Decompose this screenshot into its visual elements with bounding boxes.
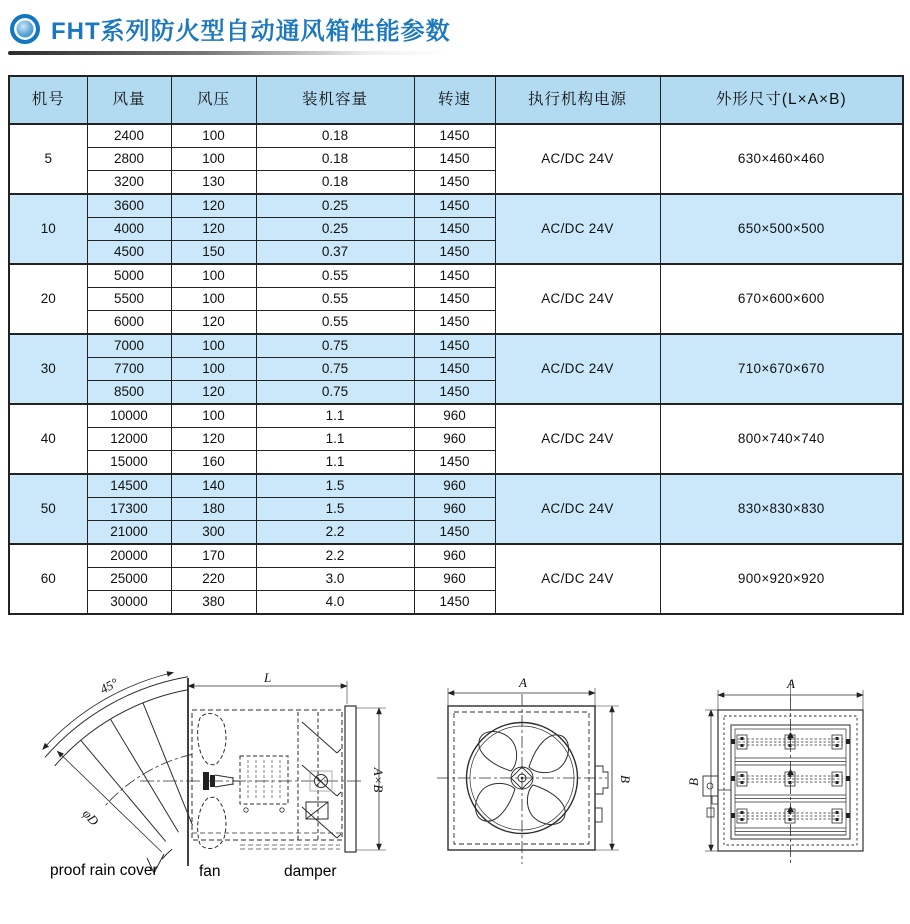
col-header-power: 执行机构电源 — [495, 76, 660, 124]
airflow-cell: 17300 — [87, 498, 171, 521]
table-header — [9, 76, 903, 124]
speed-cell: 1450 — [414, 358, 495, 381]
capacity-cell: 0.75 — [256, 381, 414, 405]
capacity-cell: 0.55 — [256, 264, 414, 288]
capacity-cell: 3.0 — [256, 568, 414, 591]
speed-cell: 1450 — [414, 451, 495, 475]
col-header-dimensions: 外形尺寸(L×A×B) — [660, 76, 903, 124]
airflow-cell: 2800 — [87, 148, 171, 171]
page-title: FHT系列防火型自动通风箱性能参数 — [51, 18, 451, 45]
airflow-cell: 20000 — [87, 544, 171, 568]
caption-fan: fan — [199, 863, 221, 880]
capacity-cell: 1.1 — [256, 451, 414, 475]
airflow-cell: 12000 — [87, 428, 171, 451]
pressure-cell: 100 — [171, 124, 256, 148]
speed-cell: 1450 — [414, 218, 495, 241]
side-view-diagram — [0, 668, 440, 922]
bullseye-icon — [10, 14, 40, 44]
model-no-cell: 60 — [9, 544, 87, 614]
dim-label-B: B — [618, 775, 633, 783]
speed-cell: 1450 — [414, 124, 495, 148]
dim-label-diameter: φD — [79, 805, 103, 829]
model-no-cell: 10 — [9, 194, 87, 264]
airflow-cell: 10000 — [87, 404, 171, 428]
airflow-cell: 7700 — [87, 358, 171, 381]
dimensions-cell: 830×830×830 — [660, 474, 903, 544]
speed-cell: 1450 — [414, 171, 495, 195]
spec-row — [9, 404, 903, 428]
model-no-cell: 30 — [9, 334, 87, 404]
rain-cover-drawing — [43, 673, 193, 874]
power-cell: AC/DC 24V — [495, 194, 660, 264]
speed-cell: 1450 — [414, 148, 495, 171]
capacity-cell: 0.18 — [256, 171, 414, 195]
caption-damper: damper — [284, 863, 337, 880]
speed-cell: 960 — [414, 474, 495, 498]
performance-table — [8, 75, 904, 615]
speed-cell: 960 — [414, 404, 495, 428]
dimensions-cell: 900×920×920 — [660, 544, 903, 614]
dim-label-B: B — [686, 778, 701, 786]
airflow-cell: 25000 — [87, 568, 171, 591]
speed-cell: 960 — [414, 568, 495, 591]
spec-row — [9, 474, 903, 498]
capacity-cell: 0.18 — [256, 148, 414, 171]
power-cell: AC/DC 24V — [495, 264, 660, 334]
airflow-cell: 15000 — [87, 451, 171, 475]
speed-cell: 1450 — [414, 194, 495, 218]
pressure-cell: 380 — [171, 591, 256, 615]
pressure-cell: 130 — [171, 171, 256, 195]
pressure-cell: 100 — [171, 264, 256, 288]
box-outline-drawing — [140, 678, 386, 866]
speed-cell: 960 — [414, 544, 495, 568]
capacity-cell: 0.75 — [256, 358, 414, 381]
model-no-cell: 5 — [9, 124, 87, 194]
capacity-cell: 1.1 — [256, 404, 414, 428]
capacity-cell: 1.5 — [256, 474, 414, 498]
capacity-cell: 1.1 — [256, 428, 414, 451]
pressure-cell: 100 — [171, 404, 256, 428]
dim-label-A: A — [519, 675, 527, 690]
dimensions-cell: 670×600×600 — [660, 264, 903, 334]
power-cell: AC/DC 24V — [495, 544, 660, 614]
section-header — [0, 0, 910, 46]
power-cell: AC/DC 24V — [495, 334, 660, 404]
capacity-cell: 0.37 — [256, 241, 414, 265]
capacity-cell: 0.75 — [256, 334, 414, 358]
dim-label-length: L — [264, 670, 272, 685]
pressure-cell: 100 — [171, 358, 256, 381]
speed-cell: 960 — [414, 498, 495, 521]
damper-actuator — [703, 776, 731, 817]
pressure-cell: 300 — [171, 521, 256, 545]
power-cell: AC/DC 24V — [495, 474, 660, 544]
capacity-cell: 0.55 — [256, 311, 414, 335]
airflow-cell: 2400 — [87, 124, 171, 148]
capacity-cell: 0.55 — [256, 288, 414, 311]
airflow-cell: 4000 — [87, 218, 171, 241]
capacity-cell: 0.25 — [256, 218, 414, 241]
dimensions-cell: 800×740×740 — [660, 404, 903, 474]
pressure-cell: 120 — [171, 218, 256, 241]
dim-label-A: A — [787, 676, 795, 691]
pressure-cell: 120 — [171, 428, 256, 451]
model-no-cell: 40 — [9, 404, 87, 474]
title-divider — [8, 51, 446, 55]
airflow-cell: 30000 — [87, 591, 171, 615]
pressure-cell: 100 — [171, 288, 256, 311]
speed-cell: 1450 — [414, 311, 495, 335]
airflow-cell: 3200 — [87, 171, 171, 195]
pressure-cell: 100 — [171, 148, 256, 171]
pressure-cell: 160 — [171, 451, 256, 475]
speed-cell: 1450 — [414, 264, 495, 288]
power-cell: AC/DC 24V — [495, 404, 660, 474]
pressure-cell: 100 — [171, 334, 256, 358]
pressure-cell: 120 — [171, 311, 256, 335]
airflow-cell: 21000 — [87, 521, 171, 545]
speed-cell: 1450 — [414, 334, 495, 358]
speed-cell: 1450 — [414, 288, 495, 311]
pressure-cell: 170 — [171, 544, 256, 568]
model-no-cell: 50 — [9, 474, 87, 544]
pressure-cell: 140 — [171, 474, 256, 498]
speed-cell: 1450 — [414, 591, 495, 615]
dim-label-angle: 45° — [97, 674, 121, 697]
capacity-cell: 2.2 — [256, 521, 414, 545]
spec-row — [9, 124, 903, 148]
col-header-speed: 转速 — [414, 76, 495, 124]
dim-label-section: A×B — [371, 767, 386, 793]
col-header-model: 机号 — [9, 76, 87, 124]
col-header-capacity: 装机容量 — [256, 76, 414, 124]
airflow-cell: 3600 — [87, 194, 171, 218]
capacity-cell: 1.5 — [256, 498, 414, 521]
airflow-cell: 4500 — [87, 241, 171, 265]
dimensions-cell: 710×670×670 — [660, 334, 903, 404]
technical-drawings — [0, 668, 910, 924]
airflow-cell: 5500 — [87, 288, 171, 311]
speed-cell: 1450 — [414, 241, 495, 265]
spec-table-body — [9, 124, 903, 614]
dimensions-cell: 650×500×500 — [660, 194, 903, 264]
speed-cell: 1450 — [414, 521, 495, 545]
airflow-cell: 8500 — [87, 381, 171, 405]
pressure-cell: 150 — [171, 241, 256, 265]
spec-row — [9, 194, 903, 218]
airflow-cell: 6000 — [87, 311, 171, 335]
pressure-cell: 120 — [171, 194, 256, 218]
capacity-cell: 0.18 — [256, 124, 414, 148]
model-no-cell: 20 — [9, 264, 87, 334]
spec-row — [9, 544, 903, 568]
capacity-cell: 0.25 — [256, 194, 414, 218]
fan-front-diagram — [435, 668, 665, 922]
dimensions-cell: 630×460×460 — [660, 124, 903, 194]
col-header-pressure: 风压 — [171, 76, 256, 124]
speed-cell: 1450 — [414, 381, 495, 405]
airflow-cell: 14500 — [87, 474, 171, 498]
pressure-cell: 120 — [171, 381, 256, 405]
col-header-airflow: 风量 — [87, 76, 171, 124]
damper-side-drawing — [240, 712, 341, 849]
airflow-cell: 5000 — [87, 264, 171, 288]
capacity-cell: 2.2 — [256, 544, 414, 568]
caption-rain-cover: proof rain cover — [50, 862, 158, 879]
header-row — [9, 76, 903, 124]
pressure-cell: 220 — [171, 568, 256, 591]
pressure-cell: 180 — [171, 498, 256, 521]
spec-row — [9, 264, 903, 288]
speed-cell: 960 — [414, 428, 495, 451]
airflow-cell: 7000 — [87, 334, 171, 358]
damper-front-diagram — [685, 668, 910, 922]
capacity-cell: 4.0 — [256, 591, 414, 615]
spec-row — [9, 334, 903, 358]
power-cell: AC/DC 24V — [495, 124, 660, 194]
